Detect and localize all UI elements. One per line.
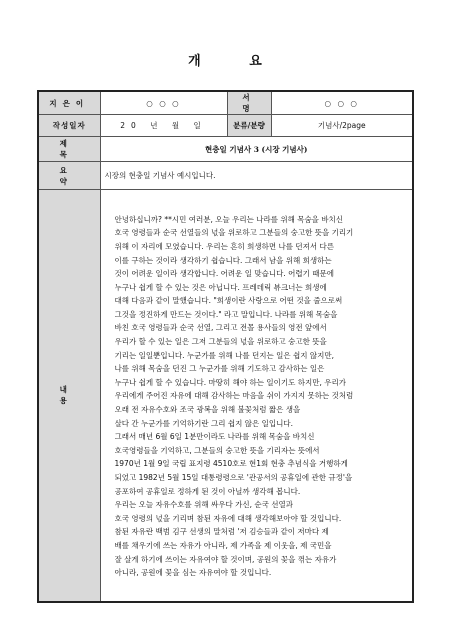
summary-value: 시장의 현충일 기념사 예시입니다.	[100, 162, 413, 190]
content-line: 대해 다음과 같이 말했습니다. "희생이란 사랑으로 어떤 것을 줄으로써	[114, 296, 343, 306]
content-line: 1970년 1월 9일 국립 표지령 4510호로 현1회 현충 추념식을 거행하게	[114, 459, 348, 469]
content-line: 안녕하십니까? **시민 여러분, 오늘 우리는 나라를 위해 목숨을 바치신	[114, 214, 344, 224]
content-line: 배를 채우기에 쓰는 자유가 아니라, 제 가족을 제 이웃을, 제 국민을	[114, 540, 332, 550]
content-line: 그래서 매년 6월 6일 1분만이라도 나라를 위해 목숨을 바치신	[114, 432, 315, 442]
date-value: 20 년 월 일	[100, 115, 227, 137]
content-line: 되었고 1982년 5월 15일 대통령령으로 '관공서의 공휴일에 관한 규정'을	[114, 473, 353, 483]
category-label: 분류/분량	[227, 115, 271, 137]
content-line: 호국 영령들과 순국 선열들의 넋을 위로하고 그분들의 숭고한 뜻을 기리기	[114, 228, 354, 238]
writer-value: ○ ○ ○	[100, 91, 227, 115]
content-line: 참된 자유란 백범 김구 선생의 말처럼 '저 김승들과 같이 저마다 제	[114, 527, 329, 537]
content-line: 우리가 할 수 있는 일은 그저 그분들의 넋을 위로하고 숭고한 뜻을	[114, 337, 327, 347]
content-line: 공포하여 공휴일로 정하게 된 것이 아닐까 생각해 봅니다.	[114, 486, 301, 496]
content-line: 아니라, 공원에 꽃을 심는 자유여야 할 것입니다.	[114, 568, 272, 578]
content-line: 살다 간 누군가를 기억하기란 그리 쉽지 않은 일입니다.	[114, 418, 293, 428]
content-line: 그것을 정진하게 만드는 것이다." 라고 말입니다. 나라를 위해 목숨을	[114, 309, 338, 319]
page-title: 개 요	[188, 54, 284, 69]
content-line: 위해 이 자리에 모였습니다. 우리는 흔히 희생하면 나를 던져서 다른	[114, 241, 334, 251]
content-line: 것이 어려운 일이라 생각합니다. 어려운 일 맞습니다. 어렵기 때문에	[114, 269, 334, 279]
position-value: ○ ○ ○	[271, 91, 413, 115]
content-line: 잘 살게 하기에 쓰이는 자유여야 할 것이며, 공원의 꽃을 꺾는 자유가	[114, 554, 337, 564]
category-value: 기념사/2page	[271, 115, 413, 137]
summary-label: 요 약	[38, 162, 100, 190]
position-label: 서 명	[227, 91, 271, 115]
overview-form-table	[37, 90, 414, 603]
subject-label: 제 목	[38, 137, 100, 162]
content-line: 우리에게 주어진 자유에 대해 감사하는 마음을 쉬이 가지지 못하는 것처럼	[114, 391, 354, 401]
content-line: 바친 호국 영령들과 순국 선열, 그리고 전몰 용사들의 영전 앞에서	[114, 323, 327, 333]
subject-value: 현충일 기념사 3 (시장 기념사)	[100, 137, 413, 162]
writer-label: 지은이	[38, 91, 100, 115]
content-label: 내 용	[38, 190, 100, 602]
content-line: 누구나 쉽게 할 수 있는 것은 아닙니다. 프레데릭 뷰크너는 희생에	[114, 282, 327, 292]
content-line: 누구나 쉽게 할 수 있습니다. 마땅히 해야 하는 일이기도 하지만, 우리가	[114, 377, 346, 387]
content-line: 오래 전 자유수호와 조국 광복을 위해 불꽃처럼 짧은 생을	[114, 405, 301, 415]
content-line: 이를 구하는 것이라 생각하기 쉽습니다. 그래서 남을 위해 희생하는	[114, 255, 332, 265]
date-label: 작성일자	[38, 115, 100, 137]
content-line: 호국 영령의 넋을 기리며 참된 자유에 대해 생각해보아야 할 것입니다.	[114, 513, 342, 523]
content-line: 호국영령들을 기억하고, 그분들의 숭고한 뜻을 기리자는 뜻에서	[114, 445, 320, 455]
content-line: 기리는 일일뿐입니다. 누군가를 위해 나를 던지는 일은 쉽지 않지만,	[114, 350, 334, 360]
content-line: 우리는 오늘 자유수호를 위해 싸우다 가신, 순국 선열과	[114, 500, 293, 510]
content-body	[100, 190, 413, 602]
content-line: 나를 위해 목숨을 던진 그 누군가를 위해 기도하고 감사하는 일은	[114, 364, 325, 374]
